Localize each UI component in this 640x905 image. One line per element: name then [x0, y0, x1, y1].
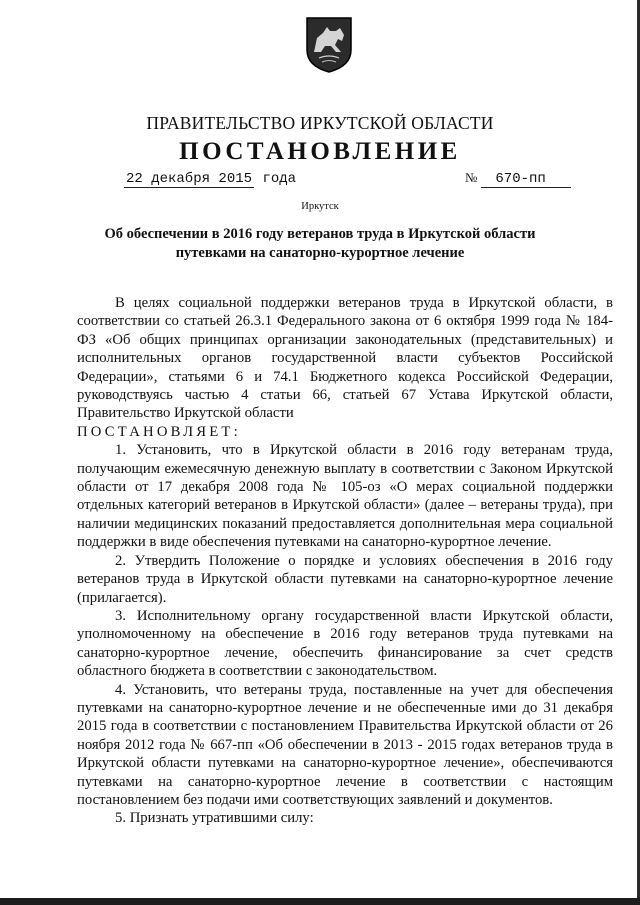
clause-1: 1. Установить, что в Иркутской области в 2016 году ветеранам труда, получающим ежемесячную денежную выплату в соответствии с Законом Иркутской области от 17 декабря 2008 года № 105-оз «О мерах социальной поддержки отдельных категорий ветеранов в Иркутской области» (далее – ветераны труда), при наличии медицинских показаний предоставляется дополнительная мера социальной поддержки в виде обеспечения путевками на санаторно-курортное лечение. [77, 442, 613, 551]
clause-5: 5. Признать утратившими силу: [115, 810, 314, 827]
document-body [77, 294, 613, 828]
number-sign: № [465, 170, 478, 185]
clause-4: 4. Установить, что ветераны труда, поставленные на учет для обеспечения путевками на санаторно-курортное лечение и не обеспеченные ими до 31 декабря 2015 года в соответствии с постановлением Правительства Иркутской области от 26 ноября 2012 года № 667-пп «Об обеспечении в 2013 - 2015 годах ветеранов труда в Иркутской области путевками на санаторно-курортное лечение», обеспечиваются путевками на санаторно-курортное лечение в соответствии с настоящим постановлением без подачи ими соответствующих заявлений и документов. [77, 681, 613, 808]
document-date [124, 171, 296, 187]
date-value: 22 декабря 2015 [126, 171, 253, 187]
decree-word: ПОСТАНОВЛЯЕТ: [77, 423, 241, 440]
document-city: Иркутск [301, 201, 339, 212]
clause-2: 2. Утвердить Положение о порядке и условиях обеспечения в 2016 году ветеранов труда в Иркутской области путевками на санаторно-курортное лечение (прилагается). [77, 552, 613, 606]
date-suffix: года [262, 171, 297, 187]
number-value: 670-пп [481, 171, 571, 188]
coat-of-arms-icon [303, 14, 355, 74]
preamble-paragraph: В целях социальной поддержки ветеранов труда в Иркутской области, в соответствии со статьей 26.3.1 Федерального закона от 6 октября 1999 года № 184-ФЗ «Об общих принципах организации законодательных (представительных) и исполнительных органов государственной власти субъектов Российской Федерации», статьями 6 и 74.1 Бюджетного кодекса Российской Федерации, руководствуясь частью 4 статьи 66, статьей 67 Устава Иркутской области, Правительство Иркутской области [77, 295, 613, 422]
title-line: Об обеспечении в 2016 году ветеранов труда в Иркутской области [104, 226, 536, 242]
document-type-heading: ПОСТАНОВЛЕНИЕ [179, 138, 461, 165]
document-number [465, 170, 571, 188]
clause-3: 3. Исполнительному органу государственной власти Иркутской области, уполномоченному на обеспечение в 2016 году ветеранов труда путевками на санаторно-курортное лечение, обеспечить финансирование за счет средств областного бюджета в соответствии с законодательством. [77, 607, 613, 680]
authority-name: ПРАВИТЕЛЬСТВО ИРКУТСКОЙ ОБЛАСТИ [146, 113, 494, 133]
title-line: путевками на санаторно-курортное лечение [175, 245, 465, 261]
document-title [80, 225, 560, 263]
scan-bottom-edge [0, 898, 640, 905]
